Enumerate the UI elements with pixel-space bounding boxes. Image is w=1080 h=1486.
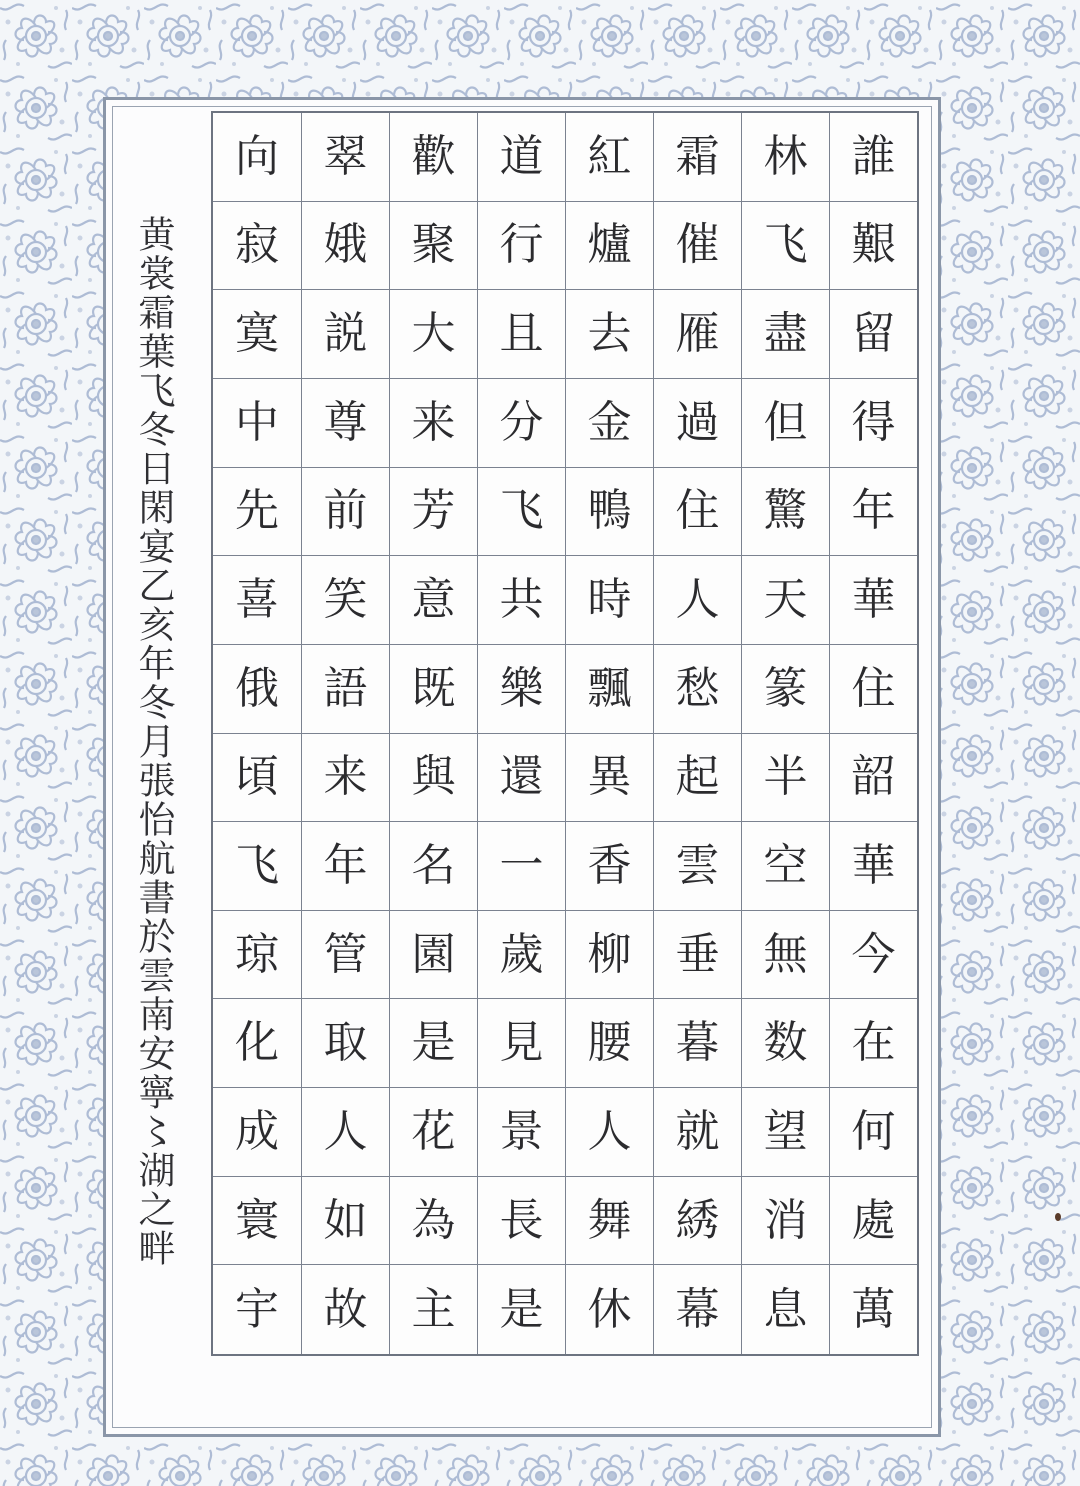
grid-character: 時: [565, 556, 653, 645]
grid-character: 翠: [301, 113, 389, 202]
grid-character: 俄: [213, 645, 301, 734]
signature-inscription: 黄裳霜葉飞冬日閑宴乙亥年冬月張怡航書於雲南安寧〻湖之畔: [132, 215, 175, 1268]
grid-character: 在: [829, 999, 917, 1088]
grid-character: 暮: [653, 999, 741, 1088]
grid-character: 何: [829, 1088, 917, 1177]
grid-character: 柳: [565, 911, 653, 1000]
grid-character: 飄: [565, 645, 653, 734]
grid-character: 過: [653, 379, 741, 468]
grid-character: 名: [389, 822, 477, 911]
grid-character: 休: [565, 1265, 653, 1354]
grid-character: 篆: [741, 645, 829, 734]
grid-character: 如: [301, 1177, 389, 1266]
grid-character: 雁: [653, 290, 741, 379]
grid-character: 半: [741, 734, 829, 823]
grid-character: 喜: [213, 556, 301, 645]
grid-character: 寂: [213, 202, 301, 291]
grid-character: 頃: [213, 734, 301, 823]
grid-character: 金: [565, 379, 653, 468]
grid-character: 花: [389, 1088, 477, 1177]
grid-character: 景: [477, 1088, 565, 1177]
grid-character: 處: [829, 1177, 917, 1266]
grid-character: 人: [565, 1088, 653, 1177]
grid-character: 住: [653, 468, 741, 557]
grid-character: 歲: [477, 911, 565, 1000]
grid-character: 誰: [829, 113, 917, 202]
grid-character: 年: [301, 822, 389, 911]
grid-character: 霜: [653, 113, 741, 202]
grid-character: 無: [741, 911, 829, 1000]
grid-character: 道: [477, 113, 565, 202]
grid-character: 息: [741, 1265, 829, 1354]
grid-character: 一: [477, 822, 565, 911]
grid-character: 寰: [213, 1177, 301, 1266]
grid-character: 但: [741, 379, 829, 468]
grid-character: 中: [213, 379, 301, 468]
grid-character: 行: [477, 202, 565, 291]
grid-character: 主: [389, 1265, 477, 1354]
grid-character: 爐: [565, 202, 653, 291]
grid-character: 起: [653, 734, 741, 823]
grid-character: 留: [829, 290, 917, 379]
grid-character: 向: [213, 113, 301, 202]
grid-character: 香: [565, 822, 653, 911]
grid-character: 是: [389, 999, 477, 1088]
grid-character: 紅: [565, 113, 653, 202]
grid-character: 寞: [213, 290, 301, 379]
grid-character: 見: [477, 999, 565, 1088]
grid-character: 垂: [653, 911, 741, 1000]
grid-character: 園: [389, 911, 477, 1000]
grid-character: 飞: [741, 202, 829, 291]
grid-character: 華: [829, 556, 917, 645]
grid-character: 鴨: [565, 468, 653, 557]
grid-character: 尊: [301, 379, 389, 468]
grid-character: 娥: [301, 202, 389, 291]
grid-character: 聚: [389, 202, 477, 291]
grid-character: 笑: [301, 556, 389, 645]
grid-character: 前: [301, 468, 389, 557]
grid-character: 異: [565, 734, 653, 823]
grid-character: 天: [741, 556, 829, 645]
grid-character: 愁: [653, 645, 741, 734]
grid-character: 就: [653, 1088, 741, 1177]
grid-character: 住: [829, 645, 917, 734]
grid-character: 艱: [829, 202, 917, 291]
grid-character: 歡: [389, 113, 477, 202]
grid-character: 韶: [829, 734, 917, 823]
grid-character: 飞: [477, 468, 565, 557]
grid-character: 年: [829, 468, 917, 557]
grid-character: 琼: [213, 911, 301, 1000]
grid-character: 説: [301, 290, 389, 379]
grid-character: 宇: [235, 1283, 279, 1335]
grid-character: 空: [741, 822, 829, 911]
grid-character: 数: [741, 999, 829, 1088]
grid-character: 樂: [477, 645, 565, 734]
grid-character: 取: [301, 999, 389, 1088]
grid-character: 芳: [389, 468, 477, 557]
grid-character: 管: [301, 911, 389, 1000]
grid-character: 綉: [653, 1177, 741, 1266]
grid-character: 華: [829, 822, 917, 911]
grid-character: 意: [389, 556, 477, 645]
ink-spot: [1055, 1213, 1061, 1221]
grid-character: 腰: [565, 999, 653, 1088]
grid-character: 来: [389, 379, 477, 468]
grid-character: 人: [301, 1088, 389, 1177]
grid-character: 去: [565, 290, 653, 379]
grid-character: 為: [389, 1177, 477, 1266]
grid-character: 語: [301, 645, 389, 734]
grid-character: 故: [301, 1265, 389, 1354]
grid-character: 成: [213, 1088, 301, 1177]
grid-character: 大: [389, 290, 477, 379]
grid-character: 化: [213, 999, 301, 1088]
grid-character: 既: [389, 645, 477, 734]
grid-character: 盡: [741, 290, 829, 379]
grid-character: 望: [741, 1088, 829, 1177]
grid-character: 幕: [653, 1265, 741, 1354]
grid-character: 驚: [741, 468, 829, 557]
grid-character: 林: [741, 113, 829, 202]
grid-character: 是: [477, 1265, 565, 1354]
grid-character: 共: [477, 556, 565, 645]
grid-character: 分: [477, 379, 565, 468]
grid-character: 消: [741, 1177, 829, 1266]
grid-character: 還: [477, 734, 565, 823]
grid-character: 舞: [565, 1177, 653, 1266]
grid-character: 長: [477, 1177, 565, 1266]
character-grid: [211, 111, 919, 1356]
grid-character: 人: [653, 556, 741, 645]
grid-character: 催: [653, 202, 741, 291]
grid-character: 且: [477, 290, 565, 379]
grid-character: 與: [389, 734, 477, 823]
grid-character: 雲: [653, 822, 741, 911]
grid-character: 萬: [829, 1265, 917, 1354]
grid-character: 来: [301, 734, 389, 823]
grid-character: 今: [829, 911, 917, 1000]
grid-character: 得: [829, 379, 917, 468]
grid-character: 飞: [213, 822, 301, 911]
grid-character: 先: [213, 468, 301, 557]
